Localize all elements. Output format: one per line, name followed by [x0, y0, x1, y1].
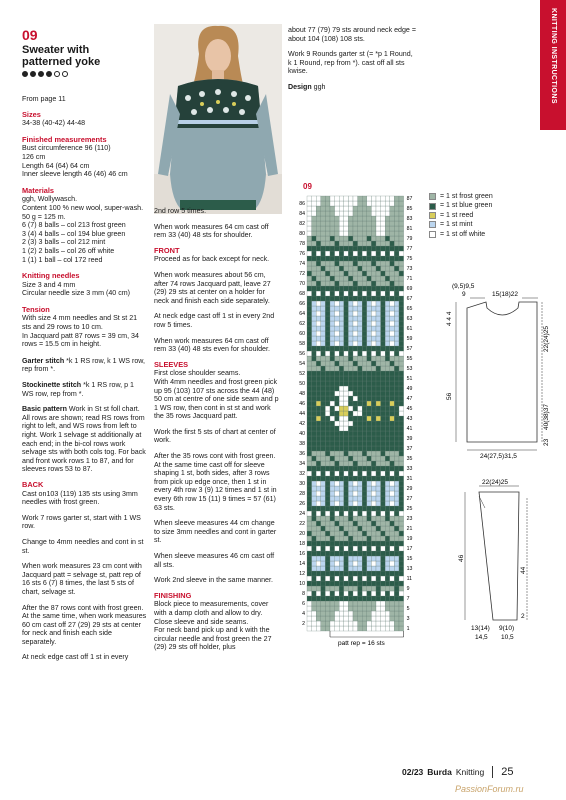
back-paragraph: After the 87 rows cont with frost green. At the same time, when work measures 60 cm cast off 27 (29) 29 sts at center for neck and finish each side separately. [22, 603, 147, 646]
difficulty-dot-filled [46, 71, 52, 77]
needles-line: Circular needle size 3 mm (40 cm) [22, 289, 131, 298]
model-photo [154, 24, 282, 214]
repeat-label: patt rep = 16 sts [338, 640, 385, 647]
front-heading: FRONT [154, 245, 180, 255]
materials-line: 1 (1) 1 ball – col 172 reed [22, 255, 103, 264]
back-paragraph: Change to 4mm needles and cont in st st. [22, 537, 144, 555]
legend-swatch [429, 193, 436, 200]
back-heading: BACK [22, 479, 44, 489]
issue-number: 02/23 [402, 767, 424, 777]
chart-row-number: 35 [406, 456, 413, 462]
chart-row-number: 25 [406, 506, 413, 512]
chart-row-number: 64 [299, 311, 305, 317]
chart-row-number: 28 [299, 491, 305, 497]
measurements-section [22, 136, 147, 179]
chart-row-number: 11 [406, 576, 412, 582]
chart-row-number: 38 [299, 441, 305, 447]
legend-item [429, 230, 493, 239]
chart-row-number: 62 [299, 321, 305, 327]
tension-line: In Jacquard patt 87 rows = 39 cm, 34 rows = 15.5 cm in height. [22, 331, 139, 349]
legend-swatch [429, 231, 436, 238]
chart-row-number: 36 [299, 451, 305, 457]
front-paragraph: At neck edge cast off 1 st in every 2nd row 5 times. [154, 312, 275, 329]
chart-row-number: 86 [299, 201, 305, 207]
chart-row-number: 5 [406, 606, 410, 612]
garter-text: *k 1 RS row, k 1 WS row, rep from *. [22, 356, 145, 374]
chart-row-number: 32 [299, 471, 305, 477]
basic-lead: Basic pattern [22, 405, 67, 414]
needles-section [22, 272, 147, 298]
chart-row-number: 70 [299, 281, 305, 287]
legend-item [429, 192, 493, 201]
shoulder-label: 15(18)22 [492, 291, 519, 298]
materials-section [22, 187, 147, 264]
chart-label: 09 [303, 182, 312, 191]
chart-row-number: 53 [406, 366, 413, 372]
measurement-line: Bust circumference 96 (110) [22, 144, 111, 153]
sizes-text: 34-38 (40-42) 44-48 [22, 119, 86, 128]
materials-line: 50 g = 125 m. [22, 212, 66, 221]
sleeves-paragraph: After the 35 rows cont with frost green. At the same time cast off for sleeve shaping 1 st, both sides, after 3 rows from pick up edge once, then 1 st in every 4th row 3 (9) 12 times and 1 st in every 6th row 15 (11) 9 times = 57 (61) 63 sts. [154, 452, 277, 512]
garter-lead: Garter stitch [22, 356, 65, 365]
chart-row-number: 85 [406, 206, 413, 212]
finishing-paragraph: Close sleeve and side seams. [154, 617, 249, 626]
chart-row-number: 83 [406, 216, 413, 222]
back-paragraph: 2nd row 5 times. [154, 207, 207, 215]
chart-row-number: 81 [406, 226, 413, 232]
chart-row-number: 18 [299, 541, 305, 547]
chart-row-number: 50 [299, 381, 305, 387]
chart-row-number: 51 [406, 376, 413, 382]
sleeve-bottom-4: 10,5 [501, 634, 514, 641]
design-lead: Design [288, 82, 312, 91]
legend-swatch [429, 212, 436, 219]
finishing-paragraph: For neck band pick up and k with the circular needle and frost green the 27 (29) 29 sts off holder, plus [154, 626, 272, 652]
measurement-line: 126 cm [22, 152, 46, 161]
measurement-line: Length 64 (64) 64 cm [22, 161, 90, 170]
from-page: From page 11 [22, 95, 66, 103]
basic-pattern [22, 405, 147, 474]
chart-row-number: 84 [299, 211, 305, 217]
measurements-heading: Finished measurements [22, 134, 107, 144]
materials-line: 6 (7) 8 balls – col 213 frost green [22, 221, 126, 230]
chart-row-number: 30 [299, 481, 305, 487]
chart-row-number: 27 [406, 496, 413, 502]
finishing-paragraph: Work 9 Rounds garter st (= *p 1 Round, k 1 Round, rep from *). cast off all sts kwise. [288, 50, 413, 76]
chart-row-number: 23 [406, 516, 413, 522]
sleeves-paragraph: When sleeve measures 44 cm change to size 3mm needles and cont in garter st. [154, 519, 277, 545]
pattern-number: 09 [22, 27, 38, 43]
chart-row-number: 44 [299, 411, 305, 417]
chart-row-number: 77 [406, 246, 413, 252]
sleeves-paragraph: When sleeve measures 46 cm cast off all sts. [154, 552, 275, 569]
basic-text: Work in St st foll chart. All rows are shown; read RS rows from right to left, and WS rows from left to right. Work 1 selvage st additionally at each end; in the bi-col rows work selvage sts with both cols tog. For back and front work rows 1 to 87, and for sleeves rows 53 to 87. [22, 405, 146, 474]
chart-row-number: 2 [302, 621, 305, 627]
chart-row-number: 1 [406, 626, 410, 632]
legend-label: = 1 st reed [440, 211, 474, 219]
legend-item [429, 220, 493, 229]
chart-row-number: 49 [406, 386, 413, 392]
materials-line: 2 (3) 3 balls – col 212 mint [22, 238, 106, 247]
chart-row-number: 79 [406, 236, 413, 242]
watermark: PassionForum.ru [455, 784, 524, 794]
chart-row-number: 8 [302, 591, 305, 597]
body-schematic [446, 282, 562, 460]
chart-row-number: 41 [406, 426, 413, 432]
legend-swatch [429, 203, 436, 210]
pattern-title: Sweater with patterned yoke [22, 44, 101, 68]
difficulty-dot-empty [62, 71, 68, 77]
height-yoke-label: 22(24)25 [543, 325, 550, 352]
sleeve-bottom-3: 14,5 [475, 634, 488, 641]
finishing-paragraph: Block piece to measurements, cover with a damp cloth and allow to dry. [154, 600, 269, 617]
chart-row-number: 59 [406, 336, 413, 342]
garter-stitch [22, 357, 147, 374]
sleeve-top-label: 22(24)25 [482, 479, 509, 486]
stockinette-lead: Stockinette stitch [22, 381, 82, 390]
repeat-bracket [330, 631, 404, 637]
sleeve-bottom-2: 9(10) [499, 625, 515, 632]
materials-line: Content 100 % new wool, super-wash. [22, 203, 144, 212]
tension-heading: Tension [22, 304, 50, 314]
chart-row-number: 72 [299, 271, 305, 277]
page-number: 25 [501, 766, 514, 778]
brand-name: Burda [427, 767, 452, 777]
side-tab [540, 0, 566, 130]
chart-row-number: 60 [299, 331, 305, 337]
chart-row-number: 22 [299, 521, 305, 527]
sleeve-schematic [455, 478, 555, 648]
width-label: 24(27,5)31,5 [480, 453, 517, 460]
legend-label: = 1 st mint [440, 221, 473, 229]
column-2 [154, 207, 279, 652]
materials-line: 3 (4) 4 balls – col 194 blue green [22, 229, 126, 238]
back-paragraph: When work measures 64 cm cast off rem 33 (40) 48 sts for shoulder. [154, 222, 269, 240]
chart-row-number: 63 [406, 316, 413, 322]
chart-row-number: 13 [406, 566, 413, 572]
chart-row-number: 65 [406, 306, 413, 312]
difficulty-dot-filled [30, 71, 36, 77]
chart-row-number: 7 [406, 596, 410, 602]
chart-row-number: 58 [299, 341, 305, 347]
chart-row-number: 47 [406, 396, 413, 402]
chart-row-number: 57 [406, 346, 413, 352]
chart-row-number: 4 [302, 611, 305, 617]
difficulty-dot-empty [54, 71, 60, 77]
column-1 [22, 95, 147, 669]
sleeves-heading: SLEEVES [154, 359, 189, 369]
chart-row-number: 39 [406, 436, 413, 442]
front-paragraph: When work measures about 56 cm, after 74 rows Jacquard patt, leave 27 (29) 29 sts at center on a holder for neck and finish each side separately. [154, 270, 271, 305]
back-paragraph: Cast on103 (119) 135 sts using 3mm needles with frost green. [22, 489, 138, 507]
materials-heading: Materials [22, 185, 55, 195]
height-bottom-label: 23 [543, 438, 550, 446]
sleeves-paragraph: Work 2nd sleeve in the same manner. [154, 576, 273, 585]
chart-row-number: 82 [299, 221, 305, 227]
sleeve-bottom-1: 13(14) [471, 625, 490, 632]
design-text: ggh [311, 82, 326, 91]
chart-row-number: 24 [299, 511, 305, 517]
materials-line: 1 (2) 2 balls – col 26 off white [22, 246, 115, 255]
chart-row-number: 68 [299, 291, 305, 297]
neck-left-label-2: 9 [462, 291, 466, 298]
chart-row-number: 29 [406, 486, 413, 492]
chart-row-number: 34 [299, 461, 305, 467]
sleeve-right-height: 44 [520, 566, 527, 574]
chart-row-number: 74 [299, 261, 305, 267]
chart-row-number: 42 [299, 421, 305, 427]
chart-row-number: 19 [406, 536, 413, 542]
neck-left-label: (9,5)9,5 [452, 283, 475, 290]
chart-row-number: 48 [299, 391, 305, 397]
legend-item [429, 201, 493, 210]
chart-row-number: 69 [406, 286, 413, 292]
chart-row-number: 78 [299, 241, 305, 247]
column-3 [288, 26, 418, 99]
legend-label: = 1 st frost green [440, 193, 493, 200]
stockinette-text: *k 1 RS row, p 1 WS row, rep from *. [22, 381, 134, 398]
legend-item [429, 211, 493, 220]
legend-swatch [429, 221, 436, 228]
chart-row-number: 21 [406, 526, 413, 532]
legend-label: = 1 st blue green [440, 202, 493, 210]
chart-row-number: 71 [406, 276, 413, 282]
height-top-label: 4 4 4 [446, 311, 453, 326]
chart-row-number: 61 [406, 326, 413, 332]
height-mid-label: 40(38)37 [543, 403, 550, 430]
back-paragraph: Work 7 rows garter st, start with 1 WS row. [22, 513, 141, 531]
chart-row-number: 3 [406, 616, 410, 622]
front-paragraph: Proceed as for back except for neck. [154, 255, 270, 264]
difficulty-dot-filled [22, 71, 28, 77]
section-name: Knitting [455, 767, 485, 777]
chart-row-number: 46 [299, 401, 305, 407]
chart-legend [429, 192, 493, 239]
chart-row-number: 31 [406, 476, 413, 482]
chart-row-number: 40 [299, 431, 305, 437]
chart-row-number: 20 [299, 531, 305, 537]
chart-row-number: 37 [406, 446, 413, 452]
chart-row-number: 67 [406, 296, 413, 302]
needles-line: Size 3 and 4 mm [22, 280, 76, 289]
sizes-heading: Sizes [22, 109, 41, 119]
chart-row-number: 16 [299, 551, 305, 557]
chart-row-number: 52 [299, 371, 305, 377]
sleeves-paragraph: First close shoulder seams. [154, 369, 241, 378]
needles-heading: Knitting needles [22, 271, 80, 281]
footer-divider [492, 766, 493, 778]
chart-row-number: 45 [406, 406, 413, 412]
page-footer [402, 766, 513, 778]
sleeve-left-height: 46 [458, 554, 465, 562]
finishing-paragraph: about 77 (79) 79 sts around neck edge = about 104 (108) 108 sts. [288, 26, 416, 43]
back-paragraph: At neck edge cast off 1 st in every [22, 653, 129, 662]
sleeve-small-label: 2 [521, 613, 525, 620]
chart-row-number: 66 [299, 301, 305, 307]
finishing-heading: FINISHING [154, 590, 192, 600]
legend-label: = 1 st off white [440, 230, 486, 238]
chart-row-number: 75 [406, 256, 413, 262]
front-paragraph: When work measures 64 cm cast off rem 33 (40) 48 sts even for shoulder. [154, 336, 270, 354]
chart-row-number: 10 [299, 581, 305, 587]
tension-line: With size 4 mm needles and St st 21 sts and 29 rows to 10 cm. [22, 314, 138, 332]
tension-section [22, 306, 147, 349]
chart-row-number: 6 [302, 601, 305, 607]
design-credit [288, 83, 418, 92]
side-tab-label: KNITTING INSTRUCTIONS [550, 8, 557, 104]
sleeves-paragraph: Work the first 5 sts of chart at center of work. [154, 427, 276, 445]
measurement-line: Inner sleeve length 46 (46) 46 cm [22, 170, 128, 179]
chart-row-number: 26 [299, 501, 305, 507]
chart-row-number: 54 [299, 361, 305, 367]
chart-row-number: 12 [299, 571, 305, 577]
chart-row-number: 43 [406, 416, 413, 422]
difficulty-dot-filled [38, 71, 44, 77]
chart-row-number: 73 [406, 266, 413, 272]
sizes-section [22, 111, 147, 128]
chart-row-number: 76 [299, 251, 305, 257]
chart-row-number: 56 [299, 351, 305, 357]
difficulty-rating [22, 71, 68, 77]
back-paragraph: When work measures 23 cm cont with Jacquard patt = selvage st, patt rep of 16 sts 6 (7) 8 times, the last 5 sts of chart, selvage st. [22, 562, 142, 596]
chart-row-number: 87 [406, 196, 413, 202]
chart-row-number: 80 [299, 231, 305, 237]
chart-row-number: 55 [406, 356, 413, 362]
knitting-chart [283, 192, 423, 652]
chart-row-number: 15 [406, 556, 413, 562]
stockinette-stitch [22, 381, 147, 398]
chart-row-number: 9 [406, 586, 410, 592]
materials-line: ggh, Wollywasch. [22, 195, 78, 204]
chart-row-number: 33 [406, 466, 413, 472]
chart-row-number: 14 [299, 561, 305, 567]
chart-row-number: 17 [406, 546, 413, 552]
sleeves-paragraph: With 4mm needles and frost green pick up 95 (103) 107 sts across the 44 (48) 50 cm at centre of one side seam and p 1 WS row, then cont in st st and work the 35 rows Jacquard patt. [154, 377, 279, 421]
height-total-label: 56 [446, 392, 453, 400]
